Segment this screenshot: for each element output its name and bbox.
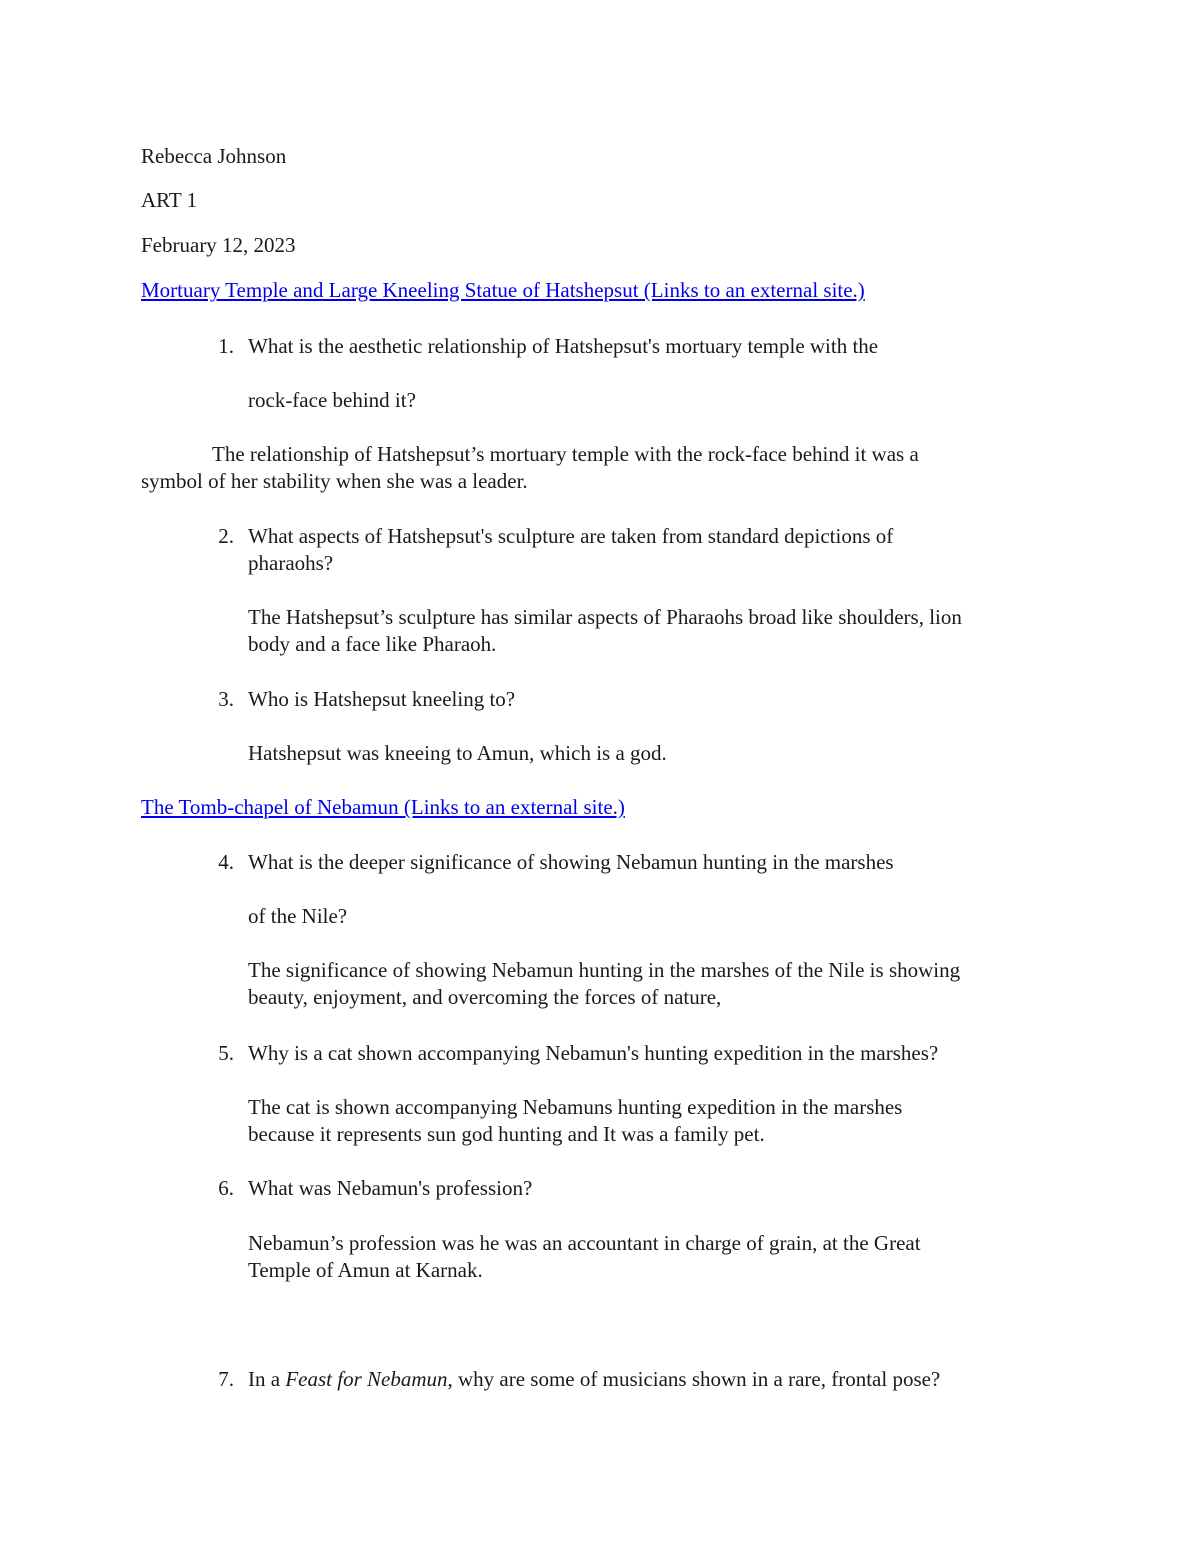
answer-2-line-2: body and a face like Pharaoh. bbox=[248, 632, 497, 656]
question-4-line-2: of the Nile? bbox=[248, 904, 348, 928]
question-number: 6. bbox=[218, 1176, 234, 1200]
question-2-line-1: What aspects of Hatshepsut's sculpture are taken from standard depictions of bbox=[248, 524, 894, 548]
answer-4-line-2: beauty, enjoyment, and overcoming the forces of nature, bbox=[248, 985, 722, 1009]
document-date: February 12, 2023 bbox=[141, 233, 296, 257]
answer-1-line-2: symbol of her stability when she was a leader. bbox=[141, 469, 528, 493]
answer-3-line-1: Hatshepsut was kneeing to Amun, which is a god. bbox=[248, 741, 667, 765]
question-number: 4. bbox=[218, 850, 234, 874]
answer-2-line-1: The Hatshepsut’s sculpture has similar aspects of Pharaohs broad like shoulders, lion bbox=[248, 605, 962, 629]
question-7-prefix: In a bbox=[248, 1367, 286, 1391]
answer-5-line-2: because it represents sun god hunting and It was a family pet. bbox=[248, 1122, 765, 1146]
answer-4-line-1: The significance of showing Nebamun hunting in the marshes of the Nile is showing bbox=[248, 958, 961, 982]
question-5-line-1: Why is a cat shown accompanying Nebamun's hunting expedition in the marshes? bbox=[248, 1041, 939, 1065]
question-6-line-1: What was Nebamun's profession? bbox=[248, 1176, 533, 1200]
question-number: 7. bbox=[218, 1367, 234, 1391]
link-nebamun[interactable]: The Tomb-chapel of Nebamun (Links to an external site.) bbox=[141, 795, 625, 819]
question-4-line-1: What is the deeper significance of showing Nebamun hunting in the marshes bbox=[248, 850, 894, 874]
question-1-line-2: rock-face behind it? bbox=[248, 388, 416, 412]
question-7-line-1 bbox=[248, 1366, 940, 1393]
question-7-suffix: , why are some of musicians shown in a rare, frontal pose? bbox=[447, 1367, 941, 1391]
question-1-line-1: What is the aesthetic relationship of Hatshepsut's mortuary temple with the bbox=[248, 334, 879, 358]
question-number: 3. bbox=[218, 687, 234, 711]
author-name: Rebecca Johnson bbox=[141, 144, 287, 168]
question-number: 2. bbox=[218, 524, 234, 548]
question-7-title: Feast for Nebamun bbox=[285, 1367, 448, 1391]
question-3-line-1: Who is Hatshepsut kneeling to? bbox=[248, 687, 516, 711]
question-2-line-2: pharaohs? bbox=[248, 551, 334, 575]
link-hatshepsut[interactable]: Mortuary Temple and Large Kneeling Statue of Hatshepsut (Links to an external site.) bbox=[141, 278, 865, 302]
answer-6-line-2: Temple of Amun at Karnak. bbox=[248, 1258, 483, 1282]
answer-6-line-1: Nebamun’s profession was he was an accountant in charge of grain, at the Great bbox=[248, 1231, 921, 1255]
answer-5-line-1: The cat is shown accompanying Nebamuns hunting expedition in the marshes bbox=[248, 1095, 903, 1119]
course-name: ART 1 bbox=[141, 188, 198, 212]
question-number: 5. bbox=[218, 1041, 234, 1065]
question-number: 1. bbox=[218, 334, 234, 358]
answer-1-line-1: The relationship of Hatshepsut’s mortuary temple with the rock-face behind it was a bbox=[212, 442, 919, 466]
